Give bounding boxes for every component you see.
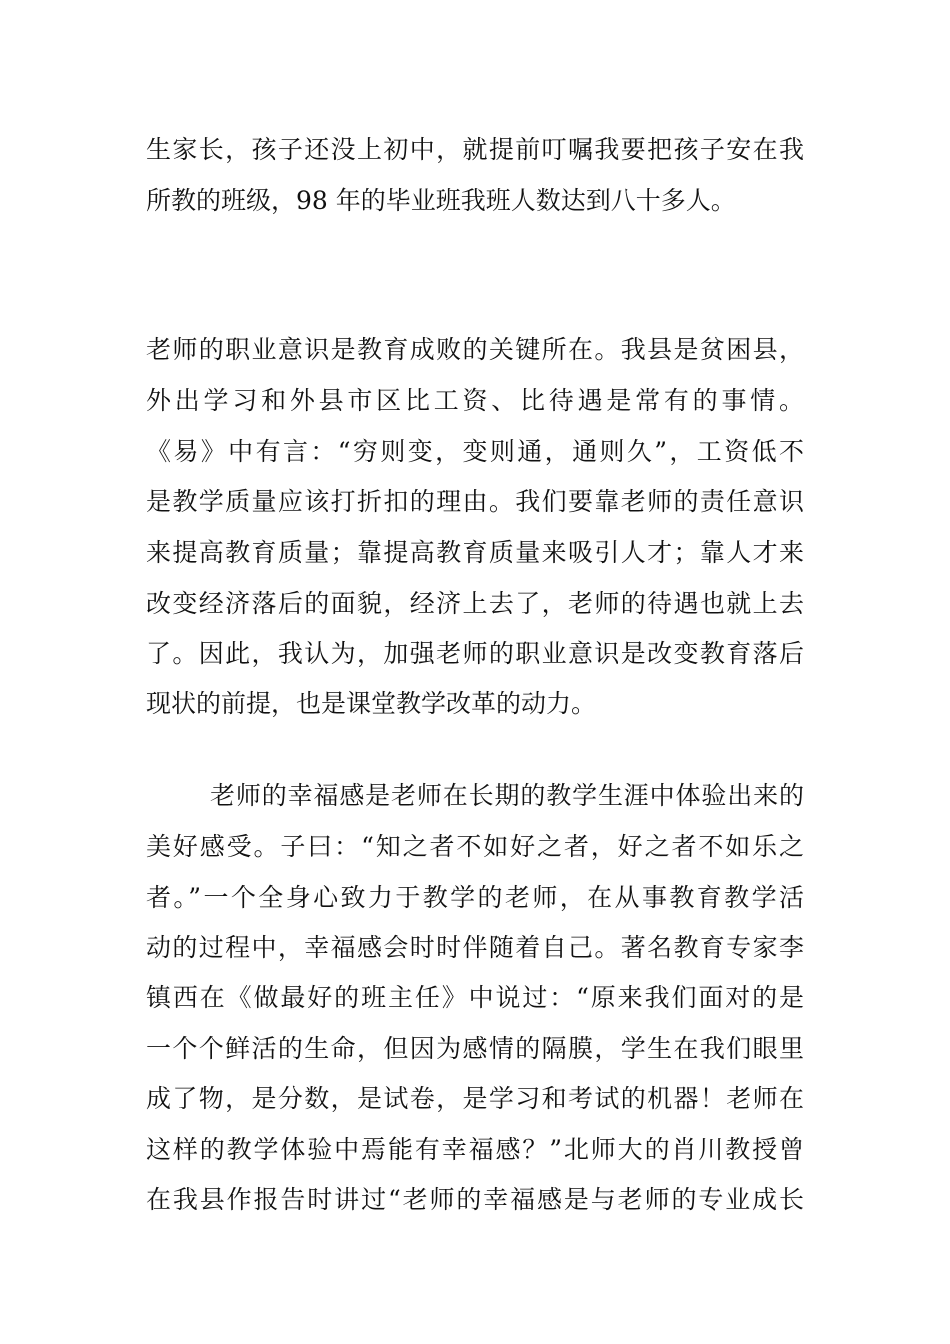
paragraph-3-line-5: 镇西在《做最好的班主任》中说过：“原来我们面对的是 <box>146 983 804 1012</box>
paragraph-2-line-3: 《易》中有言：“穷则变，变则通，通则久”，工资低不 <box>146 437 804 466</box>
paragraph-3-line-8: 这样的教学体验中焉能有幸福感？”北师大的肖川教授曾 <box>146 1135 804 1164</box>
paragraph-1-line-1: 生家长，孩子还没上初中，就提前叮嘱我要把孩子安在我 <box>146 135 804 164</box>
paragraph-2-line-4: 是教学质量应该打折扣的理由。我们要靠老师的责任意识 <box>146 487 804 516</box>
paragraph-2-line-1: 老师的职业意识是教育成败的关键所在。我县是贫困县， <box>146 335 804 364</box>
paragraph-2-line-2: 外出学习和外县市区比工资、比待遇是常有的事情。 <box>146 386 804 415</box>
paragraph-2-line-8: 现状的前提，也是课堂教学改革的动力。 <box>146 689 597 718</box>
paragraph-3-line-3: 者。”一个全身心致力于教学的老师，在从事教育教学活 <box>146 883 804 912</box>
paragraph-3-line-1: 老师的幸福感是老师在长期的教学生涯中体验出来的 <box>210 781 804 810</box>
paragraph-2-line-5: 来提高教育质量；靠提高教育质量来吸引人才；靠人才来 <box>146 538 804 567</box>
paragraph-3-line-2: 美好感受。子曰：“知之者不如好之者，好之者不如乐之 <box>146 832 804 861</box>
paragraph-3-line-6: 一个个鲜活的生命，但因为感情的隔膜，学生在我们眼里 <box>146 1034 804 1063</box>
paragraph-2-line-6: 改变经济落后的面貌，经济上去了，老师的待遇也就上去 <box>146 589 804 618</box>
paragraph-3-line-7: 成了物，是分数，是试卷，是学习和考试的机器！老师在 <box>146 1084 804 1113</box>
paragraph-2-line-7: 了。因此，我认为，加强老师的职业意识是改变教育落后 <box>146 639 804 668</box>
paragraph-3-line-9: 在我县作报告时讲过“老师的幸福感是与老师的专业成长 <box>146 1185 804 1214</box>
paragraph-3-line-4: 动的过程中，幸福感会时时伴随着自己。著名教育专家李 <box>146 933 804 962</box>
paragraph-1-line-2: 所教的班级，98 年的毕业班我班人数达到八十多人。 <box>146 186 736 215</box>
